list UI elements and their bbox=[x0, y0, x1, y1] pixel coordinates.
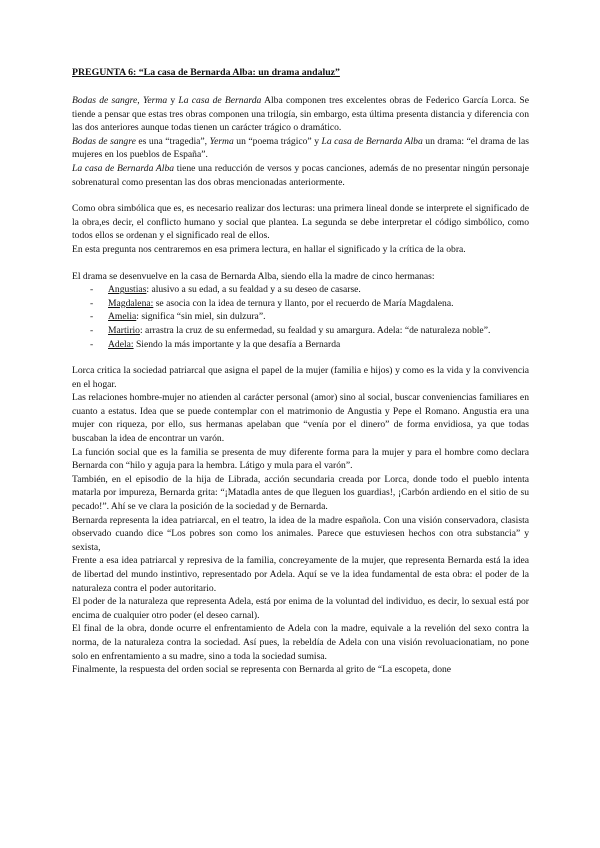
text-fragment: y bbox=[167, 95, 179, 106]
character-name: Amelia bbox=[108, 311, 137, 323]
body-paragraph-4: También, en el episodio de la hija de Librada, acción secundaria creada por Lorca, donde todo el pueblo intenta matarla por impureza, Bernarda grita: “¡Matadla antes de que lleguen los guardias!, ¡Carbón ardiendo en el sitio de su pecado!”. Ahí se ve clara la posición de la sociedad y de Bernarda. bbox=[72, 473, 529, 513]
text-fragment: : bbox=[136, 311, 139, 323]
document-content bbox=[72, 66, 529, 677]
title-yerma: Yerma bbox=[209, 135, 234, 147]
list-item-adela bbox=[90, 338, 529, 352]
intro-paragraph-3 bbox=[72, 162, 529, 189]
text-fragment: un “poema trágico” y bbox=[233, 135, 322, 147]
character-description: se asocia con la idea de ternura y llanto, por el recuerdo de María Magdalena. bbox=[153, 297, 454, 309]
list-item-martirio bbox=[90, 324, 529, 338]
title-la-casa: La casa de Bernarda Alba bbox=[72, 162, 175, 174]
title-la-casa: La casa de Bernarda Alba bbox=[321, 135, 423, 147]
body-paragraph-6: Frente a esa idea patriarcal y represiva de la familia, concreyamente de la mujer, que representa Bernarda está la idea de libertad del mundo instintivo, representado por Adela. Aquí se ve la idea fundamental de esta obra: el poder de la naturaleza contra el poder autoritario. bbox=[72, 555, 529, 594]
list-item-angustias bbox=[90, 283, 529, 297]
character-name: Martirio bbox=[108, 324, 140, 336]
characters-list bbox=[72, 283, 529, 351]
title-bodas-de-sangre: Bodas de sangre bbox=[72, 135, 136, 147]
title-la-casa: La casa de Bernarda bbox=[178, 95, 262, 106]
character-description: alusivo a su edad, a su fealdad y a su deseo de casarse. bbox=[149, 284, 361, 296]
body-paragraph-2: Las relaciones hombre-mujer no atienden al carácter personal (amor) sino al social, buscar conveniencias familiares en cuanto a estatus. Idea que se puede contemplar con el matrimonio de Angustia y Pepe el Romano. Angustia era una mujer con riqueza, por ello, sus hermanas apelaban que “venía por el dinero” de forma envidiosa, ya que todas buscaban la idea de encontrar un varón. bbox=[72, 392, 529, 445]
body-paragraph-9: Finalmente, la respuesta del orden social se representa con Bernarda al grito de “La escopeta, done bbox=[72, 664, 452, 676]
text-fragment: tiene una reducción de versos y pocas canciones, además de no presentar ningún personaje sobrenatural como presentan las dos obras mencionadas anteriormente. bbox=[72, 162, 530, 188]
lectures-paragraph-2: En esta pregunta nos centraremos en esa primera lectura, en hallar el significado y la crítica de la obra. bbox=[72, 243, 466, 255]
character-description: arrastra la cruz de su enfermedad, su fealdad y su amargura. Adela: “de naturaleza noble”. bbox=[142, 324, 491, 336]
body-paragraph-1: Lorca critica la sociedad patriarcal que asigna el papel de la mujer (familia e hijos) y como es la vida y la convivencia en el hogar. bbox=[72, 365, 529, 390]
list-item-magdalena bbox=[90, 297, 529, 311]
body-paragraph-7: El poder de la naturaleza que representa Adela, está por enima de la voluntad del individuo, es decir, lo sexual está por encima de cualquier otro poder (el deseo carnal). bbox=[72, 596, 529, 621]
text-fragment: , bbox=[137, 95, 143, 106]
body-paragraph-3: La función social que es la familia se presenta de muy diferente forma para la mujer y para el hombre como declara Bernarda con “hilo y aguja para la hembra. Látigo y mula para el varón”. bbox=[72, 446, 529, 472]
character-description: Siendo la más importante y la que desafía a Bernarda bbox=[133, 338, 341, 350]
title-bodas-de-sangre: Bodas de sangre bbox=[72, 95, 138, 106]
body-paragraph-8: El final de la obra, donde ocurre el enfrentamiento de Adela con la madre, equivale a la revelión del sexo contra la norma, de la naturaleza contra la sociedad. Así pues, la rebeldía de Adela con una visión revoluacionatiam, no pone solo en enfrentamiento a su madre, sino a toda la sociedad sumisa. bbox=[72, 623, 529, 662]
character-name: Angustias bbox=[108, 284, 147, 296]
intro-paragraph-1 bbox=[72, 94, 529, 135]
question-title: PREGUNTA 6: “La casa de Bernarda Alba: un drama andaluz” bbox=[72, 67, 340, 78]
body-paragraph-5: Bernarda representa la idea patriarcal, en el teatro, la idea de la madre española. Con una visión conservadora, clasista observado cuando dice “Los pobres son como los animales. Parece que estuviesen hechos con otra substancia” y sexista, bbox=[72, 514, 529, 553]
text-fragment: : bbox=[139, 324, 143, 336]
text-fragment: es una “tragedia”, bbox=[135, 135, 210, 147]
lectures-paragraph-1: Como obra simbólica que es, es necesario realizar dos lecturas: una primera lineal donde se interprete el significado de la obra,es decir, el conflicto humano y social que plantea. La segunda se debe interpretar el código simbólico, como todos ellos se ordenan y el significado real de ellos. bbox=[72, 203, 529, 242]
text-fragment: un drama: “el drama de las mujeres en los pueblos de España”. bbox=[72, 135, 529, 161]
title-yerma: Yerma bbox=[142, 95, 168, 106]
character-name: Magdalena: bbox=[108, 297, 154, 309]
intro-paragraph-2 bbox=[72, 135, 529, 162]
text-fragment: : bbox=[146, 284, 150, 296]
character-name: Adela: bbox=[108, 338, 134, 350]
list-item-amelia bbox=[90, 310, 529, 324]
text-fragment: Alba componen tres excelentes obras de Federico García Lorca. Se tiende a pensar que estas tres obras componen una trilogía, sin embargo, esta última presenta distancia y diferencia con las dos anteriores aunque todas tienen un carácter trágico o dramático. bbox=[72, 95, 530, 134]
character-description: significa “sin miel, sin dulzura”. bbox=[138, 311, 266, 323]
drama-intro-paragraph: El drama se desenvuelve en la casa de Bernarda Alba, siendo ella la madre de cinco hermanas: bbox=[72, 270, 435, 282]
